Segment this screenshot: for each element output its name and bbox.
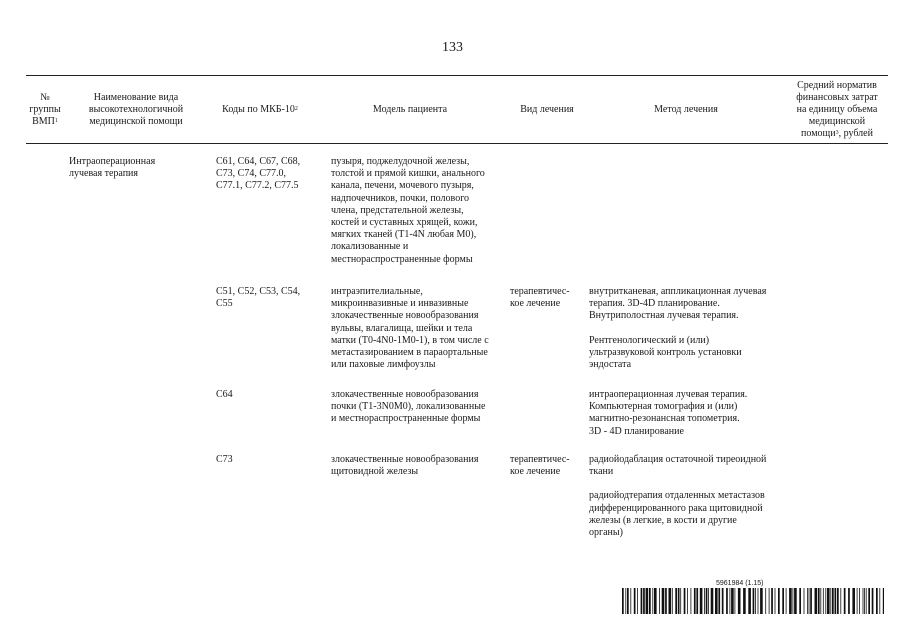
barcode-bar (735, 588, 736, 614)
barcode-bar (857, 588, 858, 614)
barcode-bar (637, 588, 638, 614)
row-2-treatment-type: терапевтичес- кое лечение (510, 286, 570, 310)
header-cost-standard: Средний норматив финансовых затрат на единицу объема медицинской помощи$^3$, рублей (796, 80, 878, 139)
header-treatment-type: Вид лечения (520, 104, 574, 115)
barcode-bar (852, 588, 855, 614)
header-treatment-method: Метод лечения (654, 104, 718, 115)
barcode-bar (771, 588, 773, 614)
row-2-codes: С51, С52, С53, С54, С55 (216, 286, 301, 310)
barcode-bar (835, 588, 837, 614)
barcode-bar (778, 588, 780, 614)
barcode-bar (866, 588, 867, 614)
barcode-bar (868, 588, 870, 614)
barcode-bar (704, 588, 705, 614)
row-3-treatment-method: интраоперационная лучевая терапия. Компьютерная томография и (или) магнитно-резонансная топометрия. 3D - 4D планирование (589, 389, 748, 437)
barcode-bar (825, 588, 826, 614)
barcode-bar (876, 588, 878, 614)
barcode-bar (799, 588, 801, 614)
barcode-bar (622, 588, 624, 614)
barcode-bar (760, 588, 763, 614)
barcode-bar (743, 588, 746, 614)
barcode-bar (708, 588, 709, 614)
barcode-bar (652, 588, 653, 614)
header-group-number: № группы ВМП$^1$ (29, 92, 61, 127)
barcode-bar (864, 588, 865, 614)
barcode-number: 5961984 (1.15) (716, 580, 764, 587)
barcode-bar (840, 588, 841, 614)
barcode-bar (837, 588, 839, 614)
barcode-bar (769, 588, 770, 614)
barcode-bar (879, 588, 880, 614)
row-2-treatment-method: внутритканевая, аппликационная лучевая терапия. 3D-4D планирование. Внутриполостная лучевая терапия. Рентгенологический и (или) ультразвуковой контроль установки эндостата (589, 286, 767, 371)
barcode-bar (715, 588, 718, 614)
barcode-bar (810, 588, 812, 614)
row-4-treatment-type: терапевтичес- кое лечение (510, 454, 570, 478)
header-patient-model: Модель пациента (372, 104, 448, 115)
row-3-codes: С64 (216, 389, 233, 400)
barcode-bar (844, 588, 846, 614)
barcode-bar (753, 588, 755, 614)
barcode-bar (786, 588, 787, 614)
header-icd-codes: Коды по МКБ-$10^2$ (222, 104, 298, 115)
barcode-bar (691, 588, 692, 614)
barcode-bar (859, 588, 860, 614)
barcode-bar (696, 588, 698, 614)
row-4-patient-model: злокачественные новообразования щитовидной железы (331, 454, 479, 478)
barcode-bar (659, 588, 660, 614)
barcode-bar (775, 588, 776, 614)
barcode-bar (711, 588, 714, 614)
barcode-bar (872, 588, 874, 614)
row-1-patient-model: пузыря, поджелудочной железы, толстой и прямой кишки, анального канала, печени, мочевого пузыря, надпочечников, почки, полового члена, предстательной железы, костей и суставных хрящей, кожи, мягких тканей (T1-4N любая M0), локализованные и местнораспространенные формы (331, 156, 485, 265)
barcode-bar (654, 588, 657, 614)
header-care-type: Наименование вида высокотехнологичной медицинской помощи (88, 92, 184, 127)
barcode-bar (726, 588, 728, 614)
barcode-bar (823, 588, 824, 614)
barcode-bar (649, 588, 651, 614)
barcode-bar (680, 588, 681, 614)
barcode-bar (722, 588, 724, 614)
barcode-bar (687, 588, 688, 614)
barcode-bar (789, 588, 792, 614)
barcode-bar (782, 588, 784, 614)
row-4-treatment-method: радиойодаблация остаточной тиреоидной ткани радиойодтерапия отдаленных метастазов дифференцированного рака щитовидной железы (в легкие, в кости и другие органы) (589, 454, 767, 539)
barcode-bar (809, 588, 810, 614)
barcode-bar (627, 588, 629, 614)
barcode-bar (643, 588, 645, 614)
barcode-bar (883, 588, 884, 614)
barcode-bar (848, 588, 850, 614)
barcode-bar (718, 588, 720, 614)
table-header-rule (26, 143, 888, 144)
barcode-bar (793, 588, 794, 614)
barcode-bar (665, 588, 667, 614)
barcode-bar (684, 588, 686, 614)
table-top-rule (26, 75, 888, 76)
row-2-patient-model: интраэпителиальные, микроинвазивные и инвазивные злокачественные новообразования вульвы, влагалища, шейки и тела матки (T0-4N0-1M0-1), в том числе с метастазированием в параортальные или паховые лимфоузлы (331, 286, 489, 371)
barcode-bar (641, 588, 643, 614)
barcode-bar (730, 588, 731, 614)
barcode-bar (758, 588, 759, 614)
barcode-bar (662, 588, 665, 614)
barcode-image (622, 588, 884, 614)
row-4-codes: С73 (216, 454, 233, 465)
barcode-bar (700, 588, 703, 614)
barcode-bar (634, 588, 636, 614)
barcode-bar (669, 588, 672, 614)
page-number: 133 (442, 40, 463, 55)
barcode-bar (818, 588, 820, 614)
barcode-bar (794, 588, 797, 614)
barcode-bar (863, 588, 864, 614)
barcode-bar (678, 588, 680, 614)
barcode-bar (738, 588, 741, 614)
barcode-bar (820, 588, 821, 614)
barcode-bar (765, 588, 766, 614)
barcode-bar (625, 588, 626, 614)
barcode-bar (827, 588, 830, 614)
barcode-bar (807, 588, 808, 614)
barcode-bar (832, 588, 834, 614)
barcode-bar (815, 588, 818, 614)
barcode-bar (755, 588, 756, 614)
barcode-bar (646, 588, 649, 614)
barcode-bar (830, 588, 831, 614)
barcode-bar (675, 588, 677, 614)
barcode-bar (694, 588, 696, 614)
row-3-patient-model: злокачественные новообразования почки (T1-3N0M0), локализованные и местнораспространенные формы (331, 389, 486, 425)
row-1-care-name: Интраоперационная лучевая терапия (69, 156, 156, 180)
barcode-bar (672, 588, 673, 614)
barcode-bar (706, 588, 708, 614)
barcode-bar (748, 588, 751, 614)
barcode-bar (731, 588, 734, 614)
row-1-codes: С61, С64, С67, С68, С73, С74, С77.0, С77.1, С77.2, С77.5 (216, 156, 301, 192)
barcode-bar (804, 588, 805, 614)
barcode-bar (630, 588, 631, 614)
